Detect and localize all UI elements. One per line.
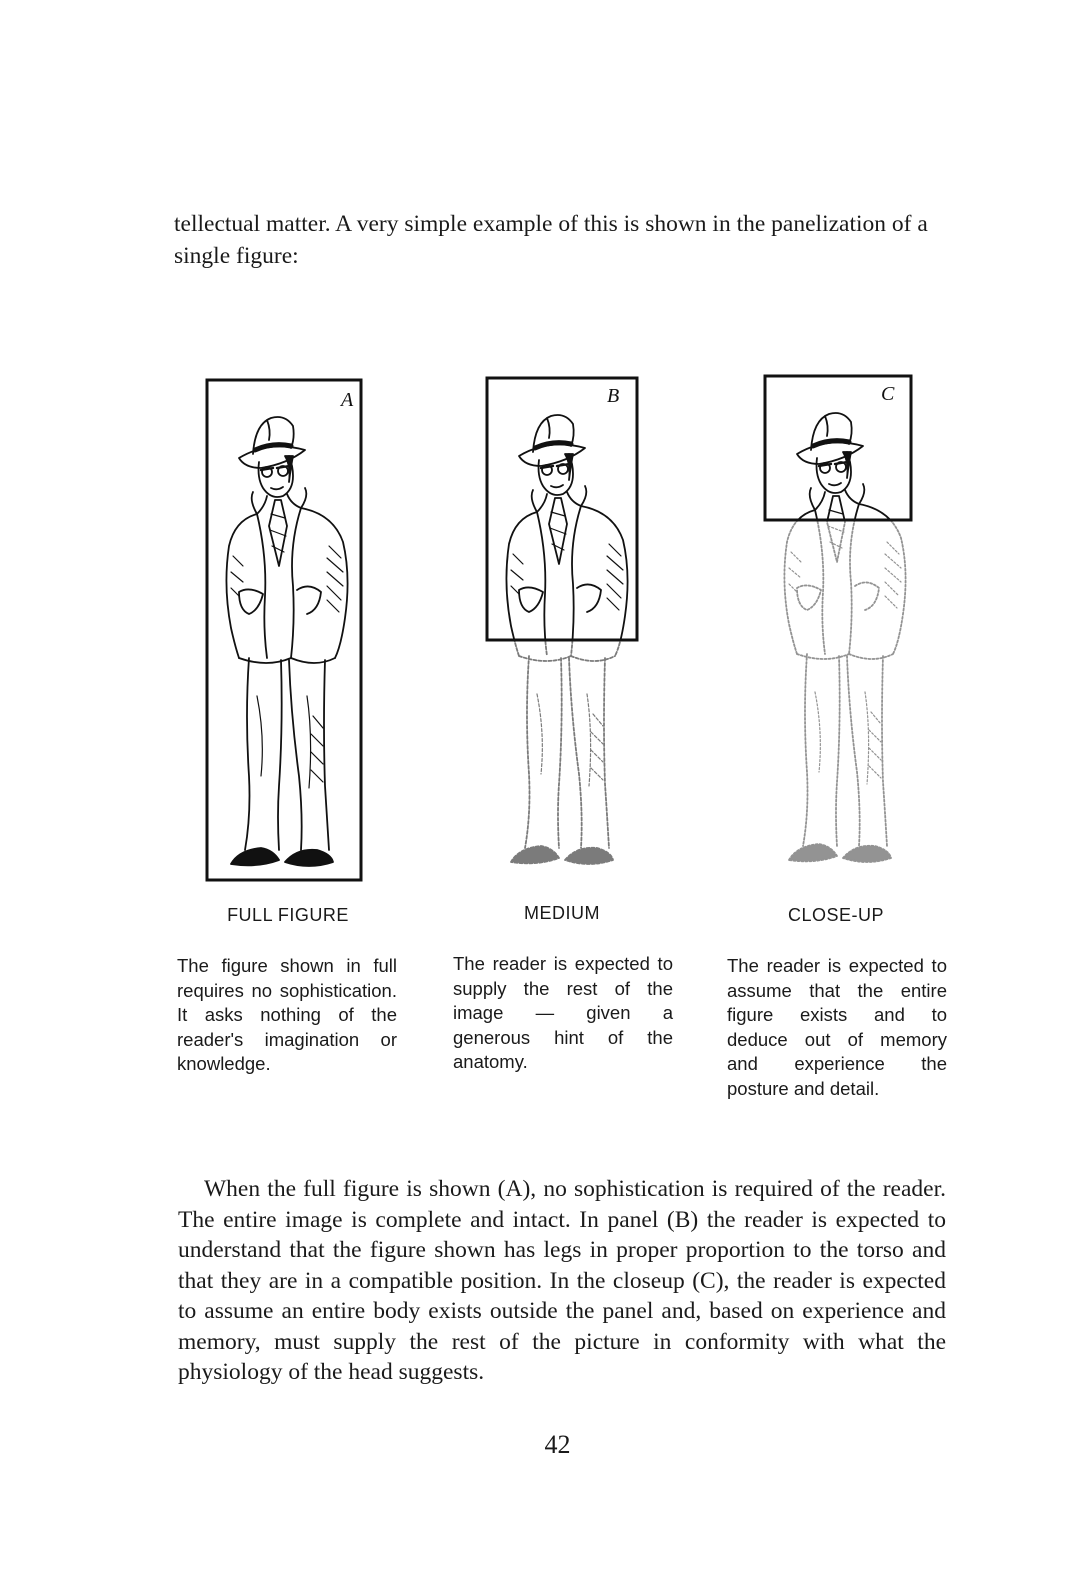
panel-b-label: MEDIUM	[524, 903, 600, 923]
panel-a-caption: The figure shown in full requires no sophistication. It asks nothing of the reader's imagination or knowledge.	[177, 955, 397, 1074]
panel-b-letter: B	[607, 385, 620, 407]
panel-c-letter: C	[881, 383, 895, 405]
panel-c-illustration	[763, 374, 921, 878]
panel-a-illustration	[205, 378, 363, 882]
panel-c-caption: The reader is expected to assume that the entire figure exists and to deduce out of memory and experience the posture and detail.	[727, 955, 947, 1099]
panel-a-label: FULL FIGURE	[227, 905, 349, 925]
panel-b-caption: The reader is expected to supply the rest of the image — given a generous hint of the anatomy.	[453, 953, 673, 1072]
panel-a-letter: A	[341, 389, 354, 411]
panel-b-illustration	[485, 376, 643, 880]
intro-paragraph: tellectual matter. A very simple example of this is shown in the panelization of a single figure:	[174, 211, 928, 269]
body-paragraph: When the full figure is shown (A), no sophistication is required of the reader. The entire image is complete and intact. In panel (B) the reader is expected to understand that the figure shown has legs in proper proportion to the torso and that they are in a compatible position. In the closeup (C), the reader is expected to assume an entire body exists outside the panel and, based on experience and memory, must supply the rest of the picture in conformity with what the physiology of the head suggests.	[178, 1176, 946, 1385]
page-number: 42	[544, 1430, 571, 1459]
panel-c-label: CLOSE-UP	[787, 905, 885, 925]
